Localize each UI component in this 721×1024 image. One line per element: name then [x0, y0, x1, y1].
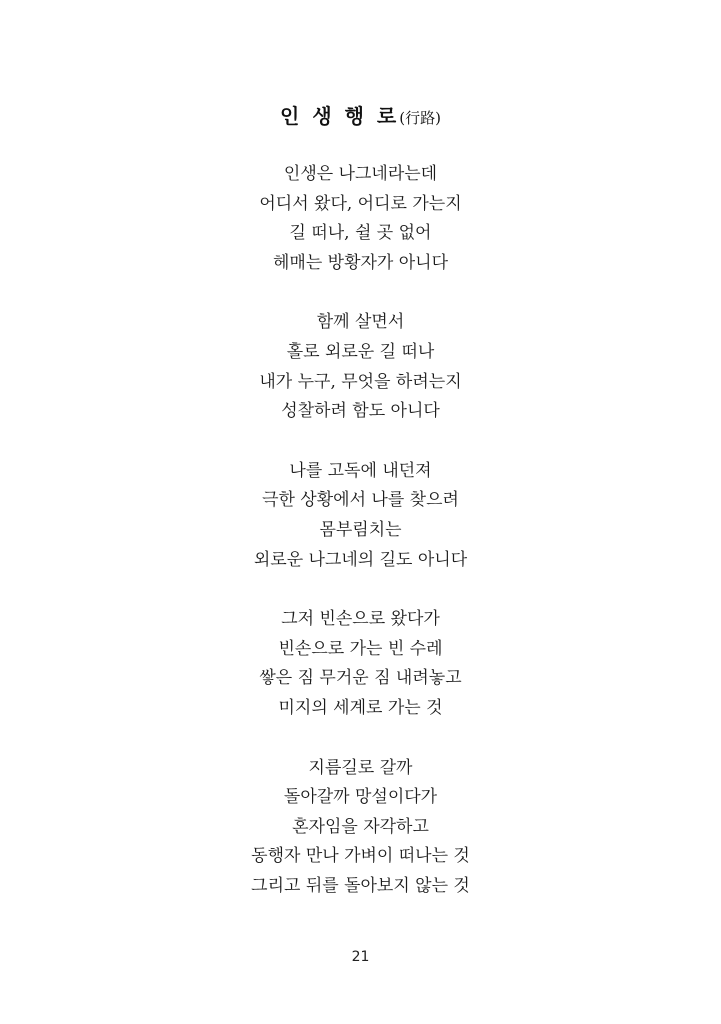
- poem-line: 길 떠나, 쉴 곳 없어: [289, 223, 432, 244]
- poem-line: 성찰하려 함도 아니다: [281, 401, 440, 422]
- poem-line: 어디서 왔다, 어디로 가는지: [259, 193, 462, 214]
- poem-line: 그저 빈손으로 왔다가: [281, 609, 440, 630]
- poem-line: 헤매는 방황자가 아니다: [272, 252, 449, 273]
- poem-line: 쌓은 짐 무거운 짐 내려놓고: [259, 668, 462, 689]
- poem-line: 홀로 외로운 길 떠나: [286, 341, 435, 362]
- poem-line: 그리고 뒤를 돌아보지 않는 것: [251, 875, 470, 896]
- poem-line: 혼자임을 자각하고: [292, 816, 429, 837]
- poem-line: 빈손으로 가는 빈 수레: [278, 638, 443, 659]
- stanza-1: [0, 160, 721, 278]
- stanza-3: [0, 457, 721, 575]
- poem-line: 인생은 나그네라는데: [283, 164, 438, 184]
- poem-line: 돌아갈까 망설이다가: [283, 787, 438, 808]
- stanza-2: [0, 308, 721, 426]
- poem-body: [0, 160, 721, 931]
- poem-line: 동행자 만나 가벼이 떠나는 것: [251, 846, 470, 867]
- poem-line: 몸부림치는: [319, 519, 402, 540]
- stanza-5: [0, 754, 721, 902]
- poem-line: 나를 고독에 내던져: [289, 460, 432, 481]
- poem-line: 극한 상황에서 나를 찾으려: [262, 490, 459, 511]
- poem-line: 외로운 나그네의 길도 아니다: [253, 549, 468, 570]
- poem-title-hanja: (行路): [399, 109, 441, 127]
- poem-title-text: 인 생 행 로: [280, 104, 400, 128]
- page-number: 21: [351, 949, 370, 965]
- poem-line: 함께 살면서: [316, 312, 405, 333]
- stanza-4: [0, 605, 721, 723]
- poem-line: 미지의 세계로 가는 것: [278, 697, 443, 718]
- poem-title: [0, 101, 721, 133]
- poem-line: 지름길로 갈까: [308, 757, 413, 778]
- poem-line: 내가 누구, 무엇을 하려는지: [259, 371, 462, 392]
